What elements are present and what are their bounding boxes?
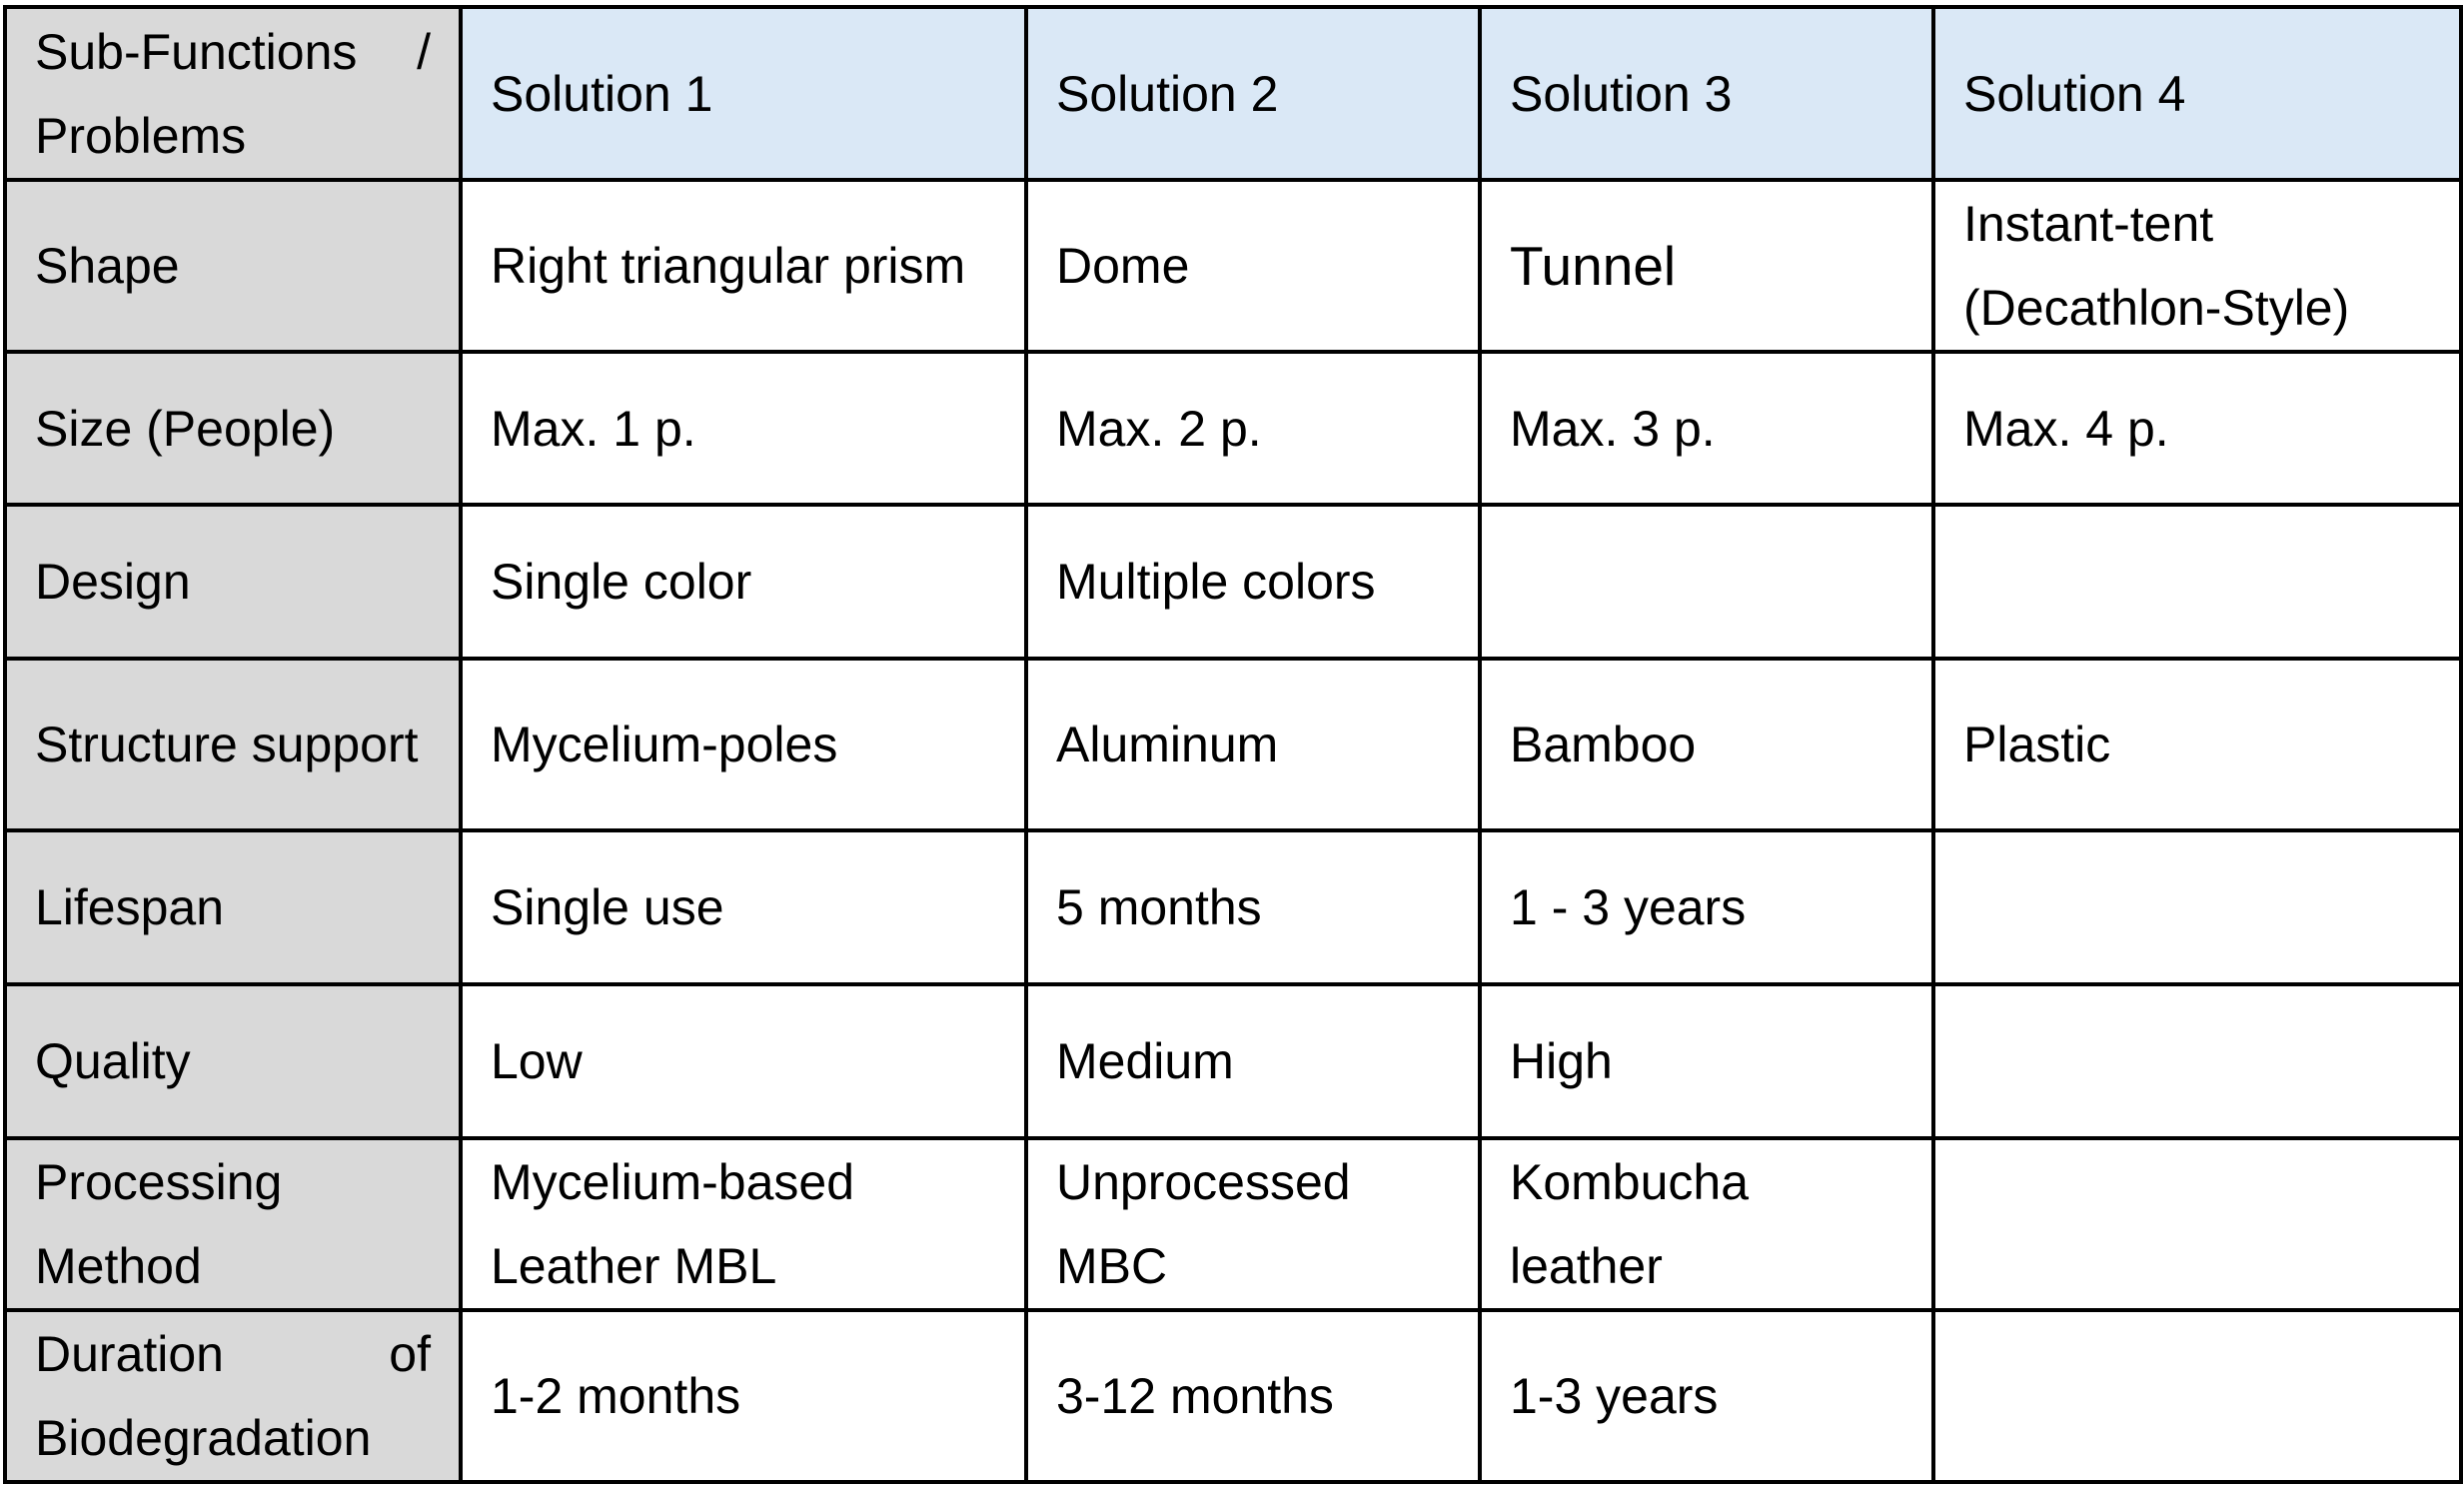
table-cell: Plastic — [1933, 659, 2461, 830]
row-label: Shape — [5, 180, 461, 352]
table-row — [5, 180, 2461, 352]
table-cell: 1-2 months — [461, 1310, 1026, 1482]
table-cell: Tunnel — [1480, 180, 1933, 352]
row-label: Size (People) — [5, 352, 461, 505]
corner-header: Sub-Functions / Problems — [5, 7, 461, 180]
table-row — [5, 984, 2461, 1138]
table-cell — [1480, 505, 1933, 659]
solution-header-3: Solution 3 — [1480, 7, 1933, 180]
table-cell: 3-12 months — [1026, 1310, 1480, 1482]
table-cell: Max. 3 p. — [1480, 352, 1933, 505]
row-label: Structure support — [5, 659, 461, 830]
table-cell: Unprocessed MBC — [1026, 1138, 1480, 1310]
table-cell: Bamboo — [1480, 659, 1933, 830]
table-cell: Single color — [461, 505, 1026, 659]
row-label: Quality — [5, 984, 461, 1138]
table-cell: Mycelium-based Leather MBL — [461, 1138, 1026, 1310]
table-row — [5, 659, 2461, 830]
table-cell: Low — [461, 984, 1026, 1138]
table-cell: Kombucha leather — [1480, 1138, 1933, 1310]
table-cell: Mycelium-poles — [461, 659, 1026, 830]
solution-header-1: Solution 1 — [461, 7, 1026, 180]
table-cell: Single use — [461, 830, 1026, 984]
table-cell: Medium — [1026, 984, 1480, 1138]
row-label: Duration of Biodegradation — [5, 1310, 461, 1482]
table-cell: Right triangular prism — [461, 180, 1026, 352]
solution-header-2: Solution 2 — [1026, 7, 1480, 180]
table-cell: High — [1480, 984, 1933, 1138]
table-row — [5, 1310, 2461, 1482]
table-cell — [1933, 1310, 2461, 1482]
table-cell — [1933, 505, 2461, 659]
header-row — [5, 7, 2461, 180]
table-cell: Aluminum — [1026, 659, 1480, 830]
table-cell: Instant-tent (Decathlon-Style) — [1933, 180, 2461, 352]
table-row — [5, 830, 2461, 984]
table-cell — [1933, 1138, 2461, 1310]
row-label: Processing Method — [5, 1138, 461, 1310]
table-row — [5, 1138, 2461, 1310]
table-cell: 1-3 years — [1480, 1310, 1933, 1482]
table-cell: Max. 2 p. — [1026, 352, 1480, 505]
row-label: Lifespan — [5, 830, 461, 984]
table-cell: Multiple colors — [1026, 505, 1480, 659]
table-cell: 1 - 3 years — [1480, 830, 1933, 984]
row-label: Design — [5, 505, 461, 659]
table-cell — [1933, 830, 2461, 984]
table-cell: Dome — [1026, 180, 1480, 352]
table-cell: Max. 1 p. — [461, 352, 1026, 505]
table-row — [5, 505, 2461, 659]
morphological-table — [3, 5, 2463, 1484]
table-row — [5, 352, 2461, 505]
table-cell — [1933, 984, 2461, 1138]
table-cell: 5 months — [1026, 830, 1480, 984]
table-cell: Max. 4 p. — [1933, 352, 2461, 505]
solution-header-4: Solution 4 — [1933, 7, 2461, 180]
